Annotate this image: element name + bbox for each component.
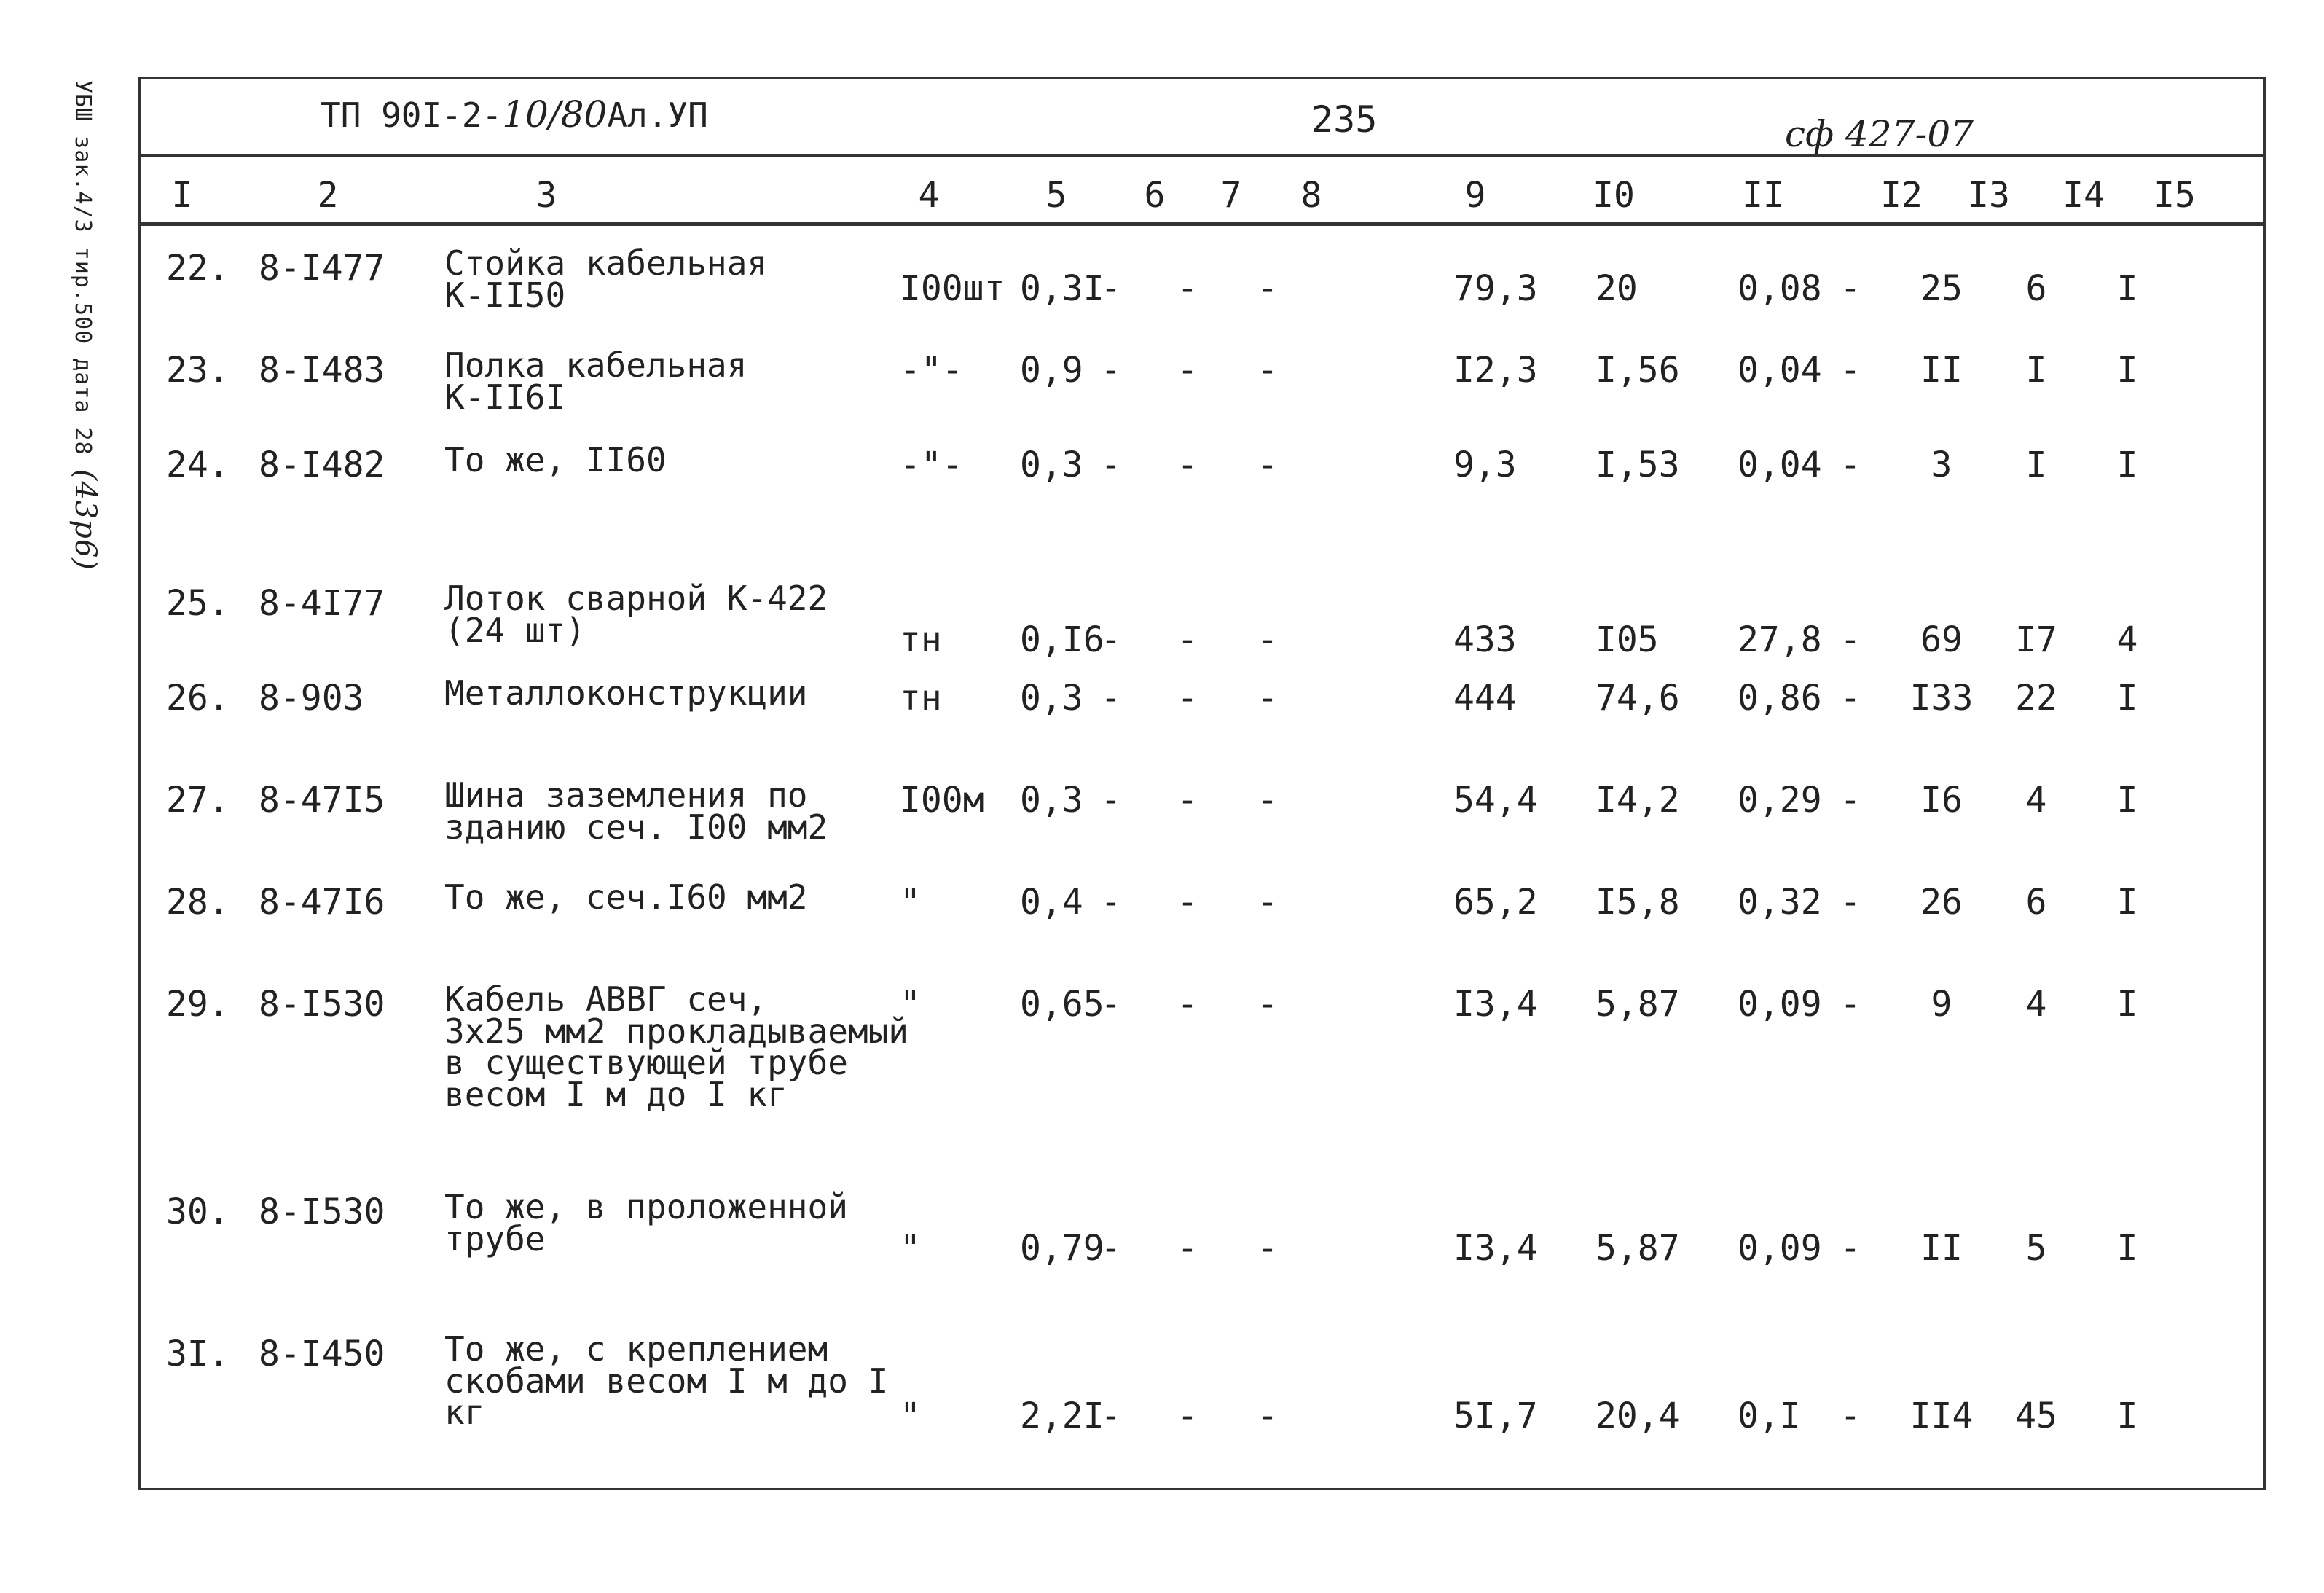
cell-c5: 0,3I xyxy=(1020,268,1104,309)
cell-c15: I xyxy=(2116,268,2138,309)
cell-c6: - xyxy=(1100,984,1122,1025)
cell-c10: I5,8 xyxy=(1595,882,1680,923)
cell-c10: I05 xyxy=(1595,619,1659,660)
cell-c10: 74,6 xyxy=(1595,678,1680,719)
column-number-8: 8 xyxy=(1300,175,1322,216)
cell-c11: 27,8 xyxy=(1738,619,1822,660)
cell-unit: " xyxy=(900,984,921,1025)
cell-c11: 0,04 xyxy=(1738,445,1822,485)
column-number-2: 2 xyxy=(317,175,339,216)
cell-c14: 4 xyxy=(2025,780,2047,821)
row-description: Лоток сварной К-422 (24 шт) xyxy=(444,579,828,650)
cell-c13: II xyxy=(1920,1228,1963,1269)
cell-c8: - xyxy=(1257,1396,1279,1436)
row-number: 3I. xyxy=(166,1334,229,1374)
column-number-9: 9 xyxy=(1464,175,1486,216)
cell-c8: - xyxy=(1257,619,1279,660)
row-description: Металлоконструкции xyxy=(444,673,808,713)
cell-c8: - xyxy=(1257,268,1279,309)
cell-c14: I7 xyxy=(2015,619,2057,660)
cell-c15: I xyxy=(2116,882,2138,923)
cell-c11: 0,86 xyxy=(1738,678,1822,719)
cell-c6: - xyxy=(1100,780,1122,821)
row-description: То же, с креплением скобами весом I м до I кг xyxy=(444,1329,889,1433)
cell-c9: 54,4 xyxy=(1453,780,1538,821)
cell-c13: 9 xyxy=(1931,984,1952,1025)
row-description: Полка кабельная К-II6I xyxy=(444,345,747,417)
cell-c9: I3,4 xyxy=(1453,984,1538,1025)
cell-unit: -"- xyxy=(900,350,963,391)
cell-c7: - xyxy=(1177,619,1198,660)
cell-c9: 65,2 xyxy=(1453,882,1538,923)
cell-c5: 0,I6 xyxy=(1020,619,1104,660)
cell-c15: I xyxy=(2116,984,2138,1025)
cell-c13: 69 xyxy=(1920,619,1963,660)
cell-c10: 5,87 xyxy=(1595,984,1680,1025)
cell-unit: тн xyxy=(900,619,942,660)
cell-c7: - xyxy=(1177,678,1198,719)
cell-c8: - xyxy=(1257,350,1279,391)
row-number: 26. xyxy=(166,678,229,719)
row-code: 8-I450 xyxy=(259,1334,385,1374)
cell-c13: 26 xyxy=(1920,882,1963,923)
cell-c7: - xyxy=(1177,984,1198,1025)
column-number-7: 7 xyxy=(1220,175,1242,216)
cell-c7: - xyxy=(1177,780,1198,821)
cell-c7: - xyxy=(1177,1396,1198,1436)
cell-c14: 5 xyxy=(2025,1228,2047,1269)
cell-c14: I xyxy=(2025,445,2047,485)
cell-c9: 433 xyxy=(1453,619,1517,660)
page-number: 235 xyxy=(1311,98,1378,141)
row-code: 8-I483 xyxy=(259,350,385,391)
column-numbers-divider xyxy=(138,222,2266,226)
row-code: 8-I482 xyxy=(259,445,385,485)
cell-c9: 79,3 xyxy=(1453,268,1538,309)
cell-c12: - xyxy=(1840,1228,1861,1269)
cell-c6: - xyxy=(1100,619,1122,660)
cell-c12: - xyxy=(1840,268,1861,309)
cell-c9: I3,4 xyxy=(1453,1228,1538,1269)
cell-c15: I xyxy=(2116,445,2138,485)
row-code: 8-47I6 xyxy=(259,882,385,923)
row-description: То же, сеч.I60 мм2 xyxy=(444,877,808,917)
row-code: 8-I530 xyxy=(259,1191,385,1232)
cell-unit: " xyxy=(900,1228,921,1269)
column-number-1: I xyxy=(171,175,193,216)
cell-c6: - xyxy=(1100,678,1122,719)
cell-c11: 0,09 xyxy=(1738,984,1822,1025)
cell-c7: - xyxy=(1177,882,1198,923)
row-number: 28. xyxy=(166,882,229,923)
row-number: 23. xyxy=(166,350,229,391)
column-number-11: II xyxy=(1742,175,1784,216)
row-number: 25. xyxy=(166,583,229,624)
cell-c6: - xyxy=(1100,1228,1122,1269)
cell-c8: - xyxy=(1257,445,1279,485)
cell-c14: 45 xyxy=(2015,1396,2057,1436)
row-code: 8-4I77 xyxy=(259,583,385,624)
column-number-6: 6 xyxy=(1144,175,1166,216)
cell-c13: I6 xyxy=(1920,780,1963,821)
cell-c5: 0,4 xyxy=(1020,882,1083,923)
row-description: То же, в проложенной трубе xyxy=(444,1187,848,1259)
cell-c5: 0,79 xyxy=(1020,1228,1104,1269)
cell-c10: I,53 xyxy=(1595,445,1680,485)
row-number: 30. xyxy=(166,1191,229,1232)
cell-c13: I33 xyxy=(1909,678,1974,719)
column-number-12: I2 xyxy=(1880,175,1923,216)
side-stamp xyxy=(68,80,102,590)
row-description: Шина заземления по зданию сеч. I00 мм2 xyxy=(444,775,828,847)
cell-c9: 5I,7 xyxy=(1453,1396,1538,1436)
cell-c12: - xyxy=(1840,445,1861,485)
document-code-prefix: ТП 90I-2- xyxy=(321,95,503,135)
cell-unit: I00м xyxy=(900,780,984,821)
cell-c11: 0,32 xyxy=(1738,882,1822,923)
cell-c6: - xyxy=(1100,882,1122,923)
cell-unit: -"- xyxy=(900,445,963,485)
cell-c6: - xyxy=(1100,350,1122,391)
cell-c13: II4 xyxy=(1909,1396,1974,1436)
row-number: 24. xyxy=(166,445,229,485)
cell-c5: 0,3 xyxy=(1020,780,1083,821)
cell-c11: 0,08 xyxy=(1738,268,1822,309)
cell-c12: - xyxy=(1840,350,1861,391)
cell-c8: - xyxy=(1257,780,1279,821)
row-description: То же, II60 xyxy=(444,440,667,480)
cell-c12: - xyxy=(1840,984,1861,1025)
cell-c10: 20 xyxy=(1595,268,1638,309)
cell-unit: тн xyxy=(900,678,942,719)
cell-c12: - xyxy=(1840,882,1861,923)
cell-c13: 25 xyxy=(1920,268,1963,309)
cell-c5: 0,9 xyxy=(1020,350,1083,391)
document-code-suffix: Ал.УП xyxy=(607,95,708,135)
cell-c10: I4,2 xyxy=(1595,780,1680,821)
cell-unit: " xyxy=(900,882,921,923)
cell-c8: - xyxy=(1257,1228,1279,1269)
document-code xyxy=(321,93,708,136)
cell-c15: I xyxy=(2116,1396,2138,1436)
cell-c13: II xyxy=(1920,350,1963,391)
cell-unit: I00шт xyxy=(900,268,1005,309)
cell-c10: 5,87 xyxy=(1595,1228,1680,1269)
cell-c12: - xyxy=(1840,619,1861,660)
cell-c6: - xyxy=(1100,1396,1122,1436)
column-number-10: I0 xyxy=(1593,175,1635,216)
column-number-13: I3 xyxy=(1968,175,2010,216)
cell-c14: I xyxy=(2025,350,2047,391)
row-description: Кабель АВВГ сеч, 3х25 мм2 прокладываемый в существующей трубе весом I м до I кг xyxy=(444,979,908,1115)
cell-c6: - xyxy=(1100,268,1122,309)
cell-c15: I xyxy=(2116,1228,2138,1269)
cell-c9: I2,3 xyxy=(1453,350,1538,391)
row-number: 27. xyxy=(166,780,229,821)
column-number-14: I4 xyxy=(2062,175,2105,216)
column-number-5: 5 xyxy=(1045,175,1067,216)
row-number: 22. xyxy=(166,248,229,289)
cell-c15: I xyxy=(2116,780,2138,821)
cell-unit: " xyxy=(900,1396,921,1436)
cell-c11: 0,I xyxy=(1738,1396,1801,1436)
cell-c13: 3 xyxy=(1931,445,1952,485)
cell-c12: - xyxy=(1840,678,1861,719)
cell-c6: - xyxy=(1100,445,1122,485)
cell-c8: - xyxy=(1257,678,1279,719)
cell-c10: 20,4 xyxy=(1595,1396,1680,1436)
cell-c11: 0,04 xyxy=(1738,350,1822,391)
row-code: 8-I477 xyxy=(259,248,385,289)
cell-c15: I xyxy=(2116,678,2138,719)
row-code: 8-47I5 xyxy=(259,780,385,821)
cell-c11: 0,09 xyxy=(1738,1228,1822,1269)
cell-c8: - xyxy=(1257,984,1279,1025)
cell-c12: - xyxy=(1840,780,1861,821)
document-code-handwritten: 10/80 xyxy=(502,93,608,136)
cell-c5: 2,2I xyxy=(1020,1396,1104,1436)
cell-c7: - xyxy=(1177,268,1198,309)
column-number-15: I5 xyxy=(2154,175,2196,216)
row-description: Стойка кабельная К-II50 xyxy=(444,243,768,315)
cell-c10: I,56 xyxy=(1595,350,1680,391)
handwritten-code: сф 427-07 xyxy=(1785,113,1974,155)
cell-c14: 4 xyxy=(2025,984,2047,1025)
cell-c14: 6 xyxy=(2025,882,2047,923)
row-code: 8-I530 xyxy=(259,984,385,1025)
cell-c14: 6 xyxy=(2025,268,2047,309)
cell-c7: - xyxy=(1177,350,1198,391)
side-stamp-text: УБШ зак.4/3 тир.500 дата 28 xyxy=(70,80,95,455)
cell-c7: - xyxy=(1177,1228,1198,1269)
cell-c12: - xyxy=(1840,1396,1861,1436)
row-code: 8-903 xyxy=(259,678,364,719)
cell-c8: - xyxy=(1257,882,1279,923)
cell-c9: 444 xyxy=(1453,678,1517,719)
cell-c5: 0,3 xyxy=(1020,678,1083,719)
column-number-4: 4 xyxy=(918,175,940,216)
cell-c5: 0,3 xyxy=(1020,445,1083,485)
cell-c5: 0,65 xyxy=(1020,984,1104,1025)
cell-c15: 4 xyxy=(2116,619,2138,660)
cell-c14: 22 xyxy=(2015,678,2057,719)
cell-c11: 0,29 xyxy=(1738,780,1822,821)
cell-c9: 9,3 xyxy=(1453,445,1517,485)
column-number-3: 3 xyxy=(535,175,557,216)
row-number: 29. xyxy=(166,984,229,1025)
cell-c15: I xyxy=(2116,350,2138,391)
cell-c7: - xyxy=(1177,445,1198,485)
side-stamp-handwritten: (43р6) xyxy=(68,469,102,571)
